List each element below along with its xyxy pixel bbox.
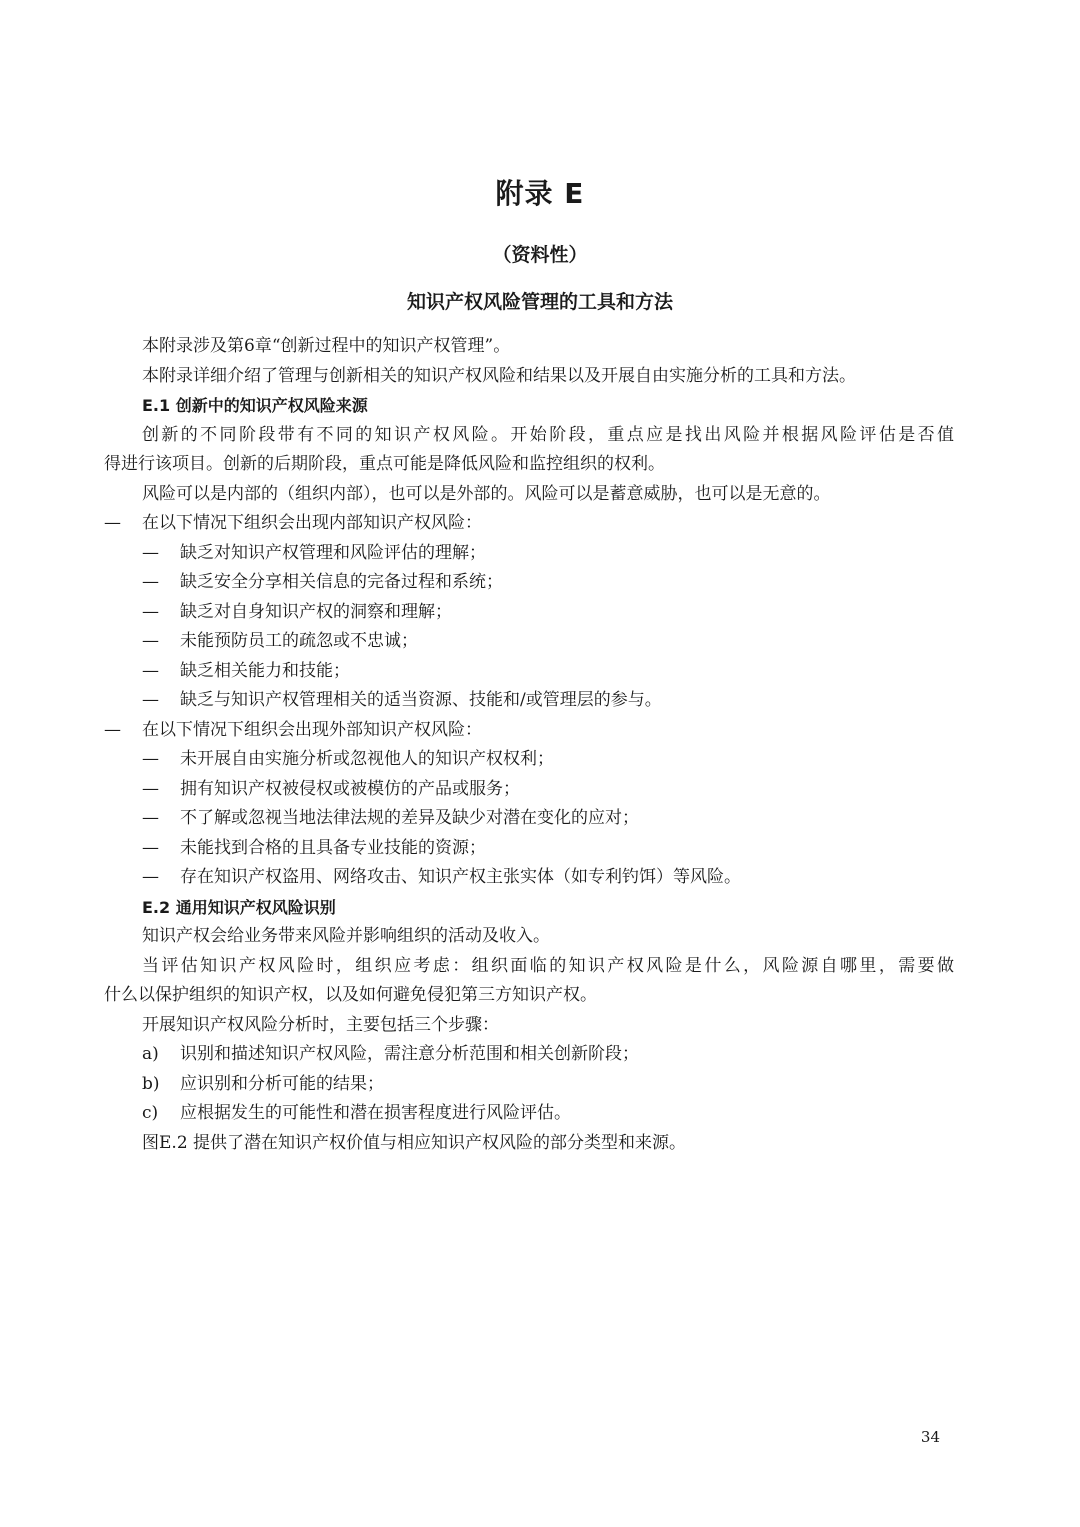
list-item-text: 拥有知识产权被侵权或被模仿的产品或服务； [180, 778, 520, 799]
intro-paragraph: 本附录涉及第6章“创新过程中的知识产权管理”。 [142, 336, 511, 356]
list-item-text: 在以下情况下组织会出现内部知识产权风险： [142, 513, 482, 533]
list-item-text: 在以下情况下组织会出现外部知识产权风险： [142, 719, 482, 740]
paragraph: 知识产权会给业务带来风险并影响组织的活动及收入。 [142, 926, 550, 946]
paragraph-line: 什么以保护组织的知识产权，以及如何避免侵犯第三方知识产权。 [104, 985, 597, 1005]
list-item-text: 缺乏与知识产权管理相关的适当资源、技能和/或管理层的参与。 [180, 690, 662, 710]
paragraph: 开展知识产权风险分析时，主要包括三个步骤： [142, 1014, 499, 1035]
paragraph-line: 得进行该项目。创新的后期阶段，重点可能是降低风险和监控组织的权利。 [104, 454, 665, 474]
list-item [104, 598, 954, 628]
section-heading-e2: E.2 通用知识产权风险识别 [142, 897, 336, 917]
list-item [104, 657, 954, 687]
dash-marker: — [142, 542, 159, 563]
paragraph: 风险可以是内部的（组织内部），也可以是外部的。风险可以是蓄意威胁，也可以是无意的。 [142, 483, 831, 504]
dash-marker: — [142, 837, 159, 858]
dash-marker: — [104, 719, 121, 740]
list-item [104, 775, 954, 805]
step-text: 应识别和分析可能的结果； [180, 1073, 384, 1094]
list-item [104, 804, 954, 834]
list-item-internal-lead [104, 509, 954, 539]
list-item-text: 存在知识产权盗用、网络攻击、知识产权主张实体（如专利钓饵）等风险。 [180, 867, 741, 887]
appendix-heading: 附录 E [495, 177, 585, 210]
dash-marker: — [142, 660, 159, 681]
appendix-nature: （资料性） [492, 244, 588, 266]
dash-marker: — [142, 572, 159, 592]
dash-marker: — [142, 808, 159, 828]
list-item [104, 686, 954, 716]
paragraph-line: 当评估知识产权风险时，组织应考虑：组织面临的知识产权风险是什么，风险源自哪里，需要做 [142, 955, 954, 976]
document-body [104, 332, 954, 1158]
list-item-text: 未能找到合格的且具备专业技能的资源； [180, 837, 486, 858]
dash-marker: — [142, 690, 159, 710]
dash-marker: — [104, 513, 121, 533]
list-item [104, 539, 954, 569]
dash-marker: — [142, 867, 159, 887]
list-item [104, 863, 954, 893]
list-item-text: 缺乏对知识产权管理和风险评估的理解； [180, 542, 486, 563]
list-item-external-lead [104, 716, 954, 746]
paragraph: 图E.2 提供了潜在知识产权价值与相应知识产权风险的部分类型和来源。 [142, 1132, 687, 1153]
list-item-text: 未开展自由实施分析或忽视他人的知识产权权利； [180, 749, 554, 769]
step-marker: a) [142, 1044, 159, 1064]
dash-marker: — [142, 601, 159, 622]
dash-marker: — [142, 778, 159, 799]
dash-marker: — [142, 749, 159, 769]
list-item-text: 未能预防员工的疏忽或不忠诚； [180, 631, 418, 651]
appendix-title: 知识产权风险管理的工具和方法 [406, 291, 673, 313]
step-item [104, 1099, 954, 1129]
list-item-text: 缺乏相关能力和技能； [180, 660, 350, 681]
intro-paragraph: 本附录详细介绍了管理与创新相关的知识产权风险和结果以及开展自由实施分析的工具和方法。 [142, 365, 856, 386]
step-item [104, 1070, 954, 1100]
list-item-text: 缺乏安全分享相关信息的完备过程和系统； [180, 572, 503, 592]
list-item [104, 745, 954, 775]
step-marker: c) [142, 1103, 159, 1123]
list-item-text: 不了解或忽视当地法律法规的差异及缺少对潜在变化的应对； [180, 808, 639, 828]
list-item [104, 568, 954, 598]
page-number: 34 [920, 1428, 940, 1446]
step-text: 识别和描述知识产权风险，需注意分析范围和相关创新阶段； [180, 1044, 639, 1064]
paragraph-line: 创新的不同阶段带有不同的知识产权风险。开始阶段，重点应是找出风险并根据风险评估是否值 [142, 424, 954, 445]
dash-marker: — [142, 631, 159, 651]
step-marker: b) [142, 1073, 160, 1094]
list-item [104, 627, 954, 657]
list-item [104, 834, 954, 864]
step-item [104, 1040, 954, 1070]
list-item-text: 缺乏对自身知识产权的洞察和理解； [180, 601, 452, 622]
section-heading-e1: E.1 创新中的知识产权风险来源 [142, 396, 368, 415]
step-text: 应根据发生的可能性和潜在损害程度进行风险评估。 [180, 1103, 571, 1123]
